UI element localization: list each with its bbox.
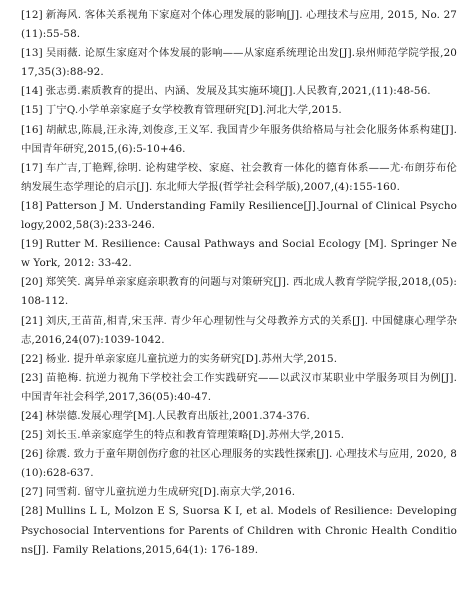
reference-number: [13] [21, 47, 43, 60]
reference-item [21, 101, 457, 120]
reference-text: 张志勇.素质教育的提出、内涵、发展及其实施环境[J].人民教育,2021,(11):48-56. [45, 85, 431, 98]
reference-item [21, 121, 457, 159]
reference-item [21, 426, 457, 445]
reference-text: 刘庆,王苗苗,相青,宋玉萍. 青少年心理韧性与父母教养方式的关系[J]. 中国健康心理学杂志,2016,24(07):1039-1042. [21, 314, 457, 346]
reference-text: 林崇德.发展心理学[M].人民教育出版社,2001.374-376. [45, 409, 310, 422]
reference-number: [27] [21, 486, 43, 499]
reference-number: [26] [21, 448, 43, 461]
reference-text: 同雪莉. 留守儿童抗逆力生成研究[D].南京大学,2016. [45, 486, 296, 499]
reference-number: [20] [21, 276, 43, 289]
reference-number: [15] [21, 104, 43, 117]
reference-item [21, 312, 457, 350]
reference-item [21, 350, 457, 369]
reference-item [21, 445, 457, 483]
reference-number: [25] [21, 429, 43, 442]
reference-number: [16] [21, 123, 43, 136]
reference-text: 刘长玉.单亲家庭学生的特点和教育管理策略[D].苏州大学,2015. [45, 429, 345, 442]
reference-text: 丁宁Q.小学单亲家庭子女学校教育管理研究[D].河北大学,2015. [45, 104, 342, 117]
reference-item [21, 197, 457, 235]
reference-number: [23] [21, 371, 43, 384]
reference-number: [18] [21, 199, 43, 212]
reference-list [21, 6, 457, 560]
reference-text: 苗艳梅. 抗逆力视角下学校社会工作实践研究——以武汉市某职业中学服务项目为例[J]. 中国青年社会科学,2017,36(05):40-47. [21, 371, 457, 403]
reference-number: [17] [21, 161, 43, 174]
reference-number: [28] [21, 505, 43, 518]
reference-item [21, 6, 457, 44]
reference-item [21, 235, 457, 273]
reference-item [21, 407, 457, 426]
reference-item [21, 369, 457, 407]
reference-number: [12] [21, 9, 43, 21]
reference-text: Mullins L L, Molzon E S, Suorsa K I, et al. Models of Resilience: Developing Psychosocial Interventions for Parents of Children with Chronic Health Conditions[J]. Family Relations,2015,64(1): 176-189. [21, 505, 457, 556]
reference-item [21, 159, 457, 197]
reference-item [21, 483, 457, 502]
reference-text: Patterson J M. Understanding Family Resilience[J].Journal of Clinical Psychology,2002,58(3):233-246. [21, 199, 458, 232]
reference-text: 新海风. 客体关系视角下家庭对个体心理发展的影响[J]. 心理技术与应用, 2015, No. 27(11):55-58. [21, 9, 457, 41]
reference-item [21, 273, 457, 311]
reference-number: [21] [21, 314, 43, 327]
reference-item [21, 82, 457, 101]
reference-text: 杨业. 提升单亲家庭儿童抗逆力的实务研究[D].苏州大学,2015. [45, 352, 338, 365]
reference-text: Rutter M. Resilience: Causal Pathways and Social Ecology [M]. Springer New York, 2012: 33-42. [21, 238, 457, 270]
reference-number: [22] [21, 352, 43, 365]
reference-text: 胡献忠,陈晨,汪永涛,刘俊彦,王义军. 我国青少年服务供给格局与社会化服务体系构建[J]. 中国青年研究,2015,(6):5-10+46. [21, 123, 457, 155]
reference-text: 车广吉,丁艳辉,徐明. 论构建学校、家庭、社会教育一体化的德育体系——尤·布朗芬布伦纳发展生态学理论的启示[J]. 东北师大学报(哲学社会科学版),2007,(4):155-160. [21, 161, 457, 193]
reference-item [21, 44, 457, 82]
reference-item [21, 502, 457, 559]
reference-number: [14] [21, 85, 43, 98]
reference-text: 吴雨薇. 论原生家庭对个体发展的影响——从家庭系统理论出发[J].泉州师范学院学报,2017,35(3):88-92. [21, 47, 457, 79]
reference-number: [24] [21, 409, 43, 422]
reference-text: 郑笑笑. 离异单亲家庭亲职教育的问题与对策研究[J]. 西北成人教育学院学报,2018,(05):108-112. [21, 276, 457, 308]
reference-number: [19] [21, 238, 43, 251]
reference-text: 徐震. 致力于童年期创伤疗愈的社区心理服务的实践性探索[J]. 心理技术与应用, 2020, 8(10):628-637. [21, 448, 457, 480]
